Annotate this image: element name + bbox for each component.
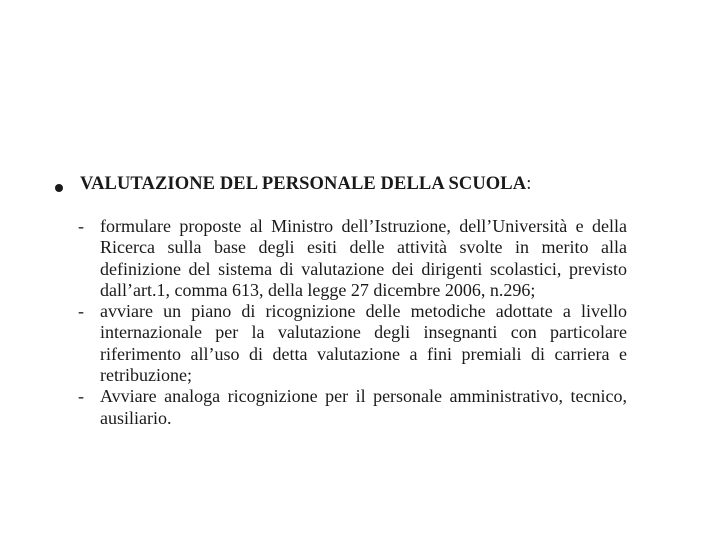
- text-line: avviare un piano di ricognizione delle metodiche adottate a livello: [100, 301, 627, 322]
- list-item-text: [100, 386, 627, 429]
- dash-marker: -: [78, 386, 84, 407]
- list-item: [78, 386, 638, 429]
- text-line: internazionale per la valutazione degli insegnanti con particolare: [100, 322, 627, 343]
- section-title: VALUTAZIONE DEL PERSONALE DELLA SCUOLA: [80, 174, 527, 194]
- section-heading: [80, 174, 531, 195]
- text-line: dall’art.1, comma 613, della legge 27 dicembre 2006, n.296;: [100, 279, 536, 300]
- text-line: formulare proposte al Ministro dell’Istruzione, dell’Università e della: [100, 216, 627, 236]
- dash-marker: -: [78, 301, 84, 322]
- list-item: [78, 216, 638, 301]
- dash-marker: -: [78, 216, 84, 236]
- list-item-text: [100, 301, 627, 386]
- list-item: [78, 301, 638, 386]
- text-line: ausiliario.: [100, 407, 172, 428]
- section-title-colon: :: [526, 174, 532, 194]
- text-line: Ricerca sulla base degli esiti delle attività svolte in merito alla: [100, 237, 627, 258]
- bullet-icon: [55, 184, 63, 192]
- item-list: [78, 216, 638, 429]
- text-line: definizione del sistema di valutazione dei dirigenti scolastici, previsto: [100, 258, 627, 279]
- text-line: riferimento all’uso di detta valutazione a fini premiali di carriera e: [100, 343, 627, 364]
- list-item-text: [100, 216, 627, 301]
- text-line: retribuzione;: [100, 365, 192, 386]
- text-line: Avviare analoga ricognizione per il personale amministrativo, tecnico,: [100, 386, 627, 407]
